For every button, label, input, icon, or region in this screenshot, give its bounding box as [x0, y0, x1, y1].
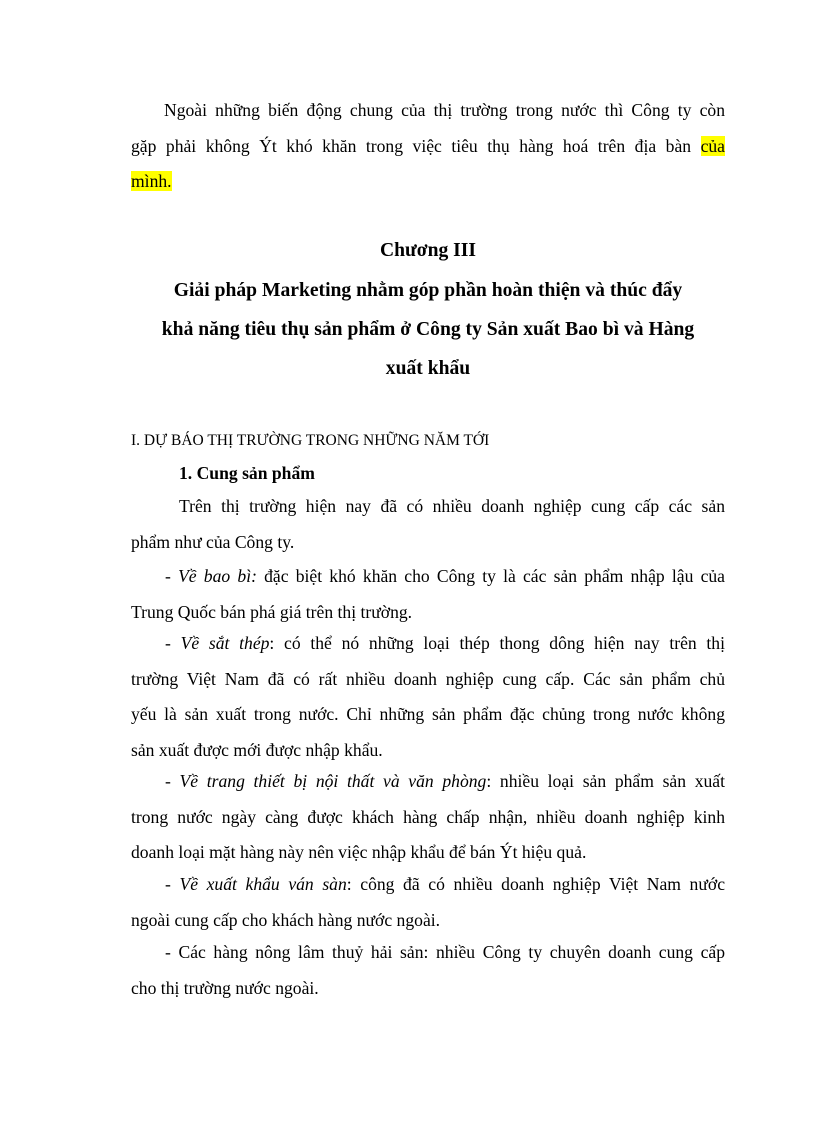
p3-prefix: -: [165, 633, 181, 653]
p5-term: Về xuất khẩu ván sàn: [179, 874, 347, 894]
p3-line-2: trường Việt Nam đã có rất nhiều doanh nghiệp cung cấp. Các sản phẩm chủ: [131, 668, 725, 689]
intro-paragraph: [131, 93, 725, 200]
paragraph-5: [131, 867, 725, 938]
intro-line-2: [131, 129, 725, 165]
highlighted-text: của: [700, 135, 725, 156]
subsection-title: 1. Cung sản phẩm: [179, 463, 315, 483]
p5-prefix: -: [165, 874, 180, 894]
p4-line-3: doanh loại mặt hàng này nên việc nhập khẩu để bán Ýt hiệu quả.: [131, 842, 587, 862]
paragraph-4: [131, 764, 725, 871]
p3-term: Về sắt thép: [180, 633, 270, 653]
paragraph-6: [131, 935, 725, 1006]
chapter-label: Chương III: [379, 240, 477, 261]
p2-prefix: -: [165, 566, 179, 586]
chapter-title-line-2: khả năng tiêu thụ sản phẩm ở Công ty Sản xuất Bao bì và Hàng: [161, 319, 695, 340]
p5-line-1: [131, 867, 725, 903]
p4-prefix: -: [165, 771, 180, 791]
p5-line-1-text: : công đã có nhiều doanh nghiệp Việt Nam nước: [346, 874, 725, 894]
intro-line-1: Ngoài những biến động chung của thị trường trong nước thì Công ty còn: [164, 100, 725, 120]
p1-line-1: Trên thị trường hiện nay đã có nhiều doanh nghiệp cung cấp các sản: [179, 496, 725, 516]
intro-line-3: [131, 164, 725, 200]
p3-line-3: yếu là sản xuất trong nước. Chỉ những sản phẩm đặc chủng trong nước không: [131, 704, 725, 724]
p2-line-2: Trung Quốc bán phá giá trên thị trường.: [131, 601, 413, 622]
p2-line-1-text: đặc biệt khó khăn cho Công ty là các sản phẩm nhập lậu của: [256, 566, 725, 586]
p2-line-1: [131, 559, 725, 595]
p3-line-1: [131, 626, 725, 662]
highlighted-text-2: mình.: [131, 171, 172, 191]
p4-line-2: trong nước ngày càng được khách hàng chấp nhận, nhiều doanh nghiệp kinh: [131, 806, 725, 827]
section-title: I. DỰ BÁO THỊ TRƯỜNG TRONG NHỮNG NĂM TỚI: [131, 432, 490, 449]
paragraph-1: [131, 489, 725, 560]
p5-line-2: ngoài cung cấp cho khách hàng nước ngoài.: [131, 909, 441, 930]
p6-line-2: cho thị trường nước ngoài.: [131, 977, 319, 998]
p3-line-4: sản xuất được mới được nhập khẩu.: [131, 739, 383, 760]
chapter-title-line-1: Giải pháp Marketing nhằm góp phần hoàn thiện và thúc đẩy: [173, 280, 683, 301]
p2-term: Về bao bì:: [178, 566, 257, 586]
p4-line-1-text: : nhiều loại sản phẩm sản xuất: [486, 771, 725, 791]
chapter-title-line-3: xuất khẩu: [385, 358, 471, 379]
p1-line-2: phẩm như của Công ty.: [131, 531, 295, 552]
intro-line-2-text: gặp phải không Ýt khó khăn trong việc tiêu thụ hàng hoá trên địa bàn: [131, 135, 701, 156]
paragraph-3: [131, 626, 725, 768]
paragraph-2: [131, 559, 725, 630]
p4-line-1: [131, 764, 725, 800]
p6-line-1: - Các hàng nông lâm thuỷ hải sản: nhiều Công ty chuyên doanh cung cấp: [165, 942, 725, 962]
p3-line-1-text: : có thể nó những loại thép thong dông hiện nay trên thị: [269, 633, 725, 653]
p4-term: Về trang thiết bị nội thất và văn phòng: [179, 771, 487, 791]
